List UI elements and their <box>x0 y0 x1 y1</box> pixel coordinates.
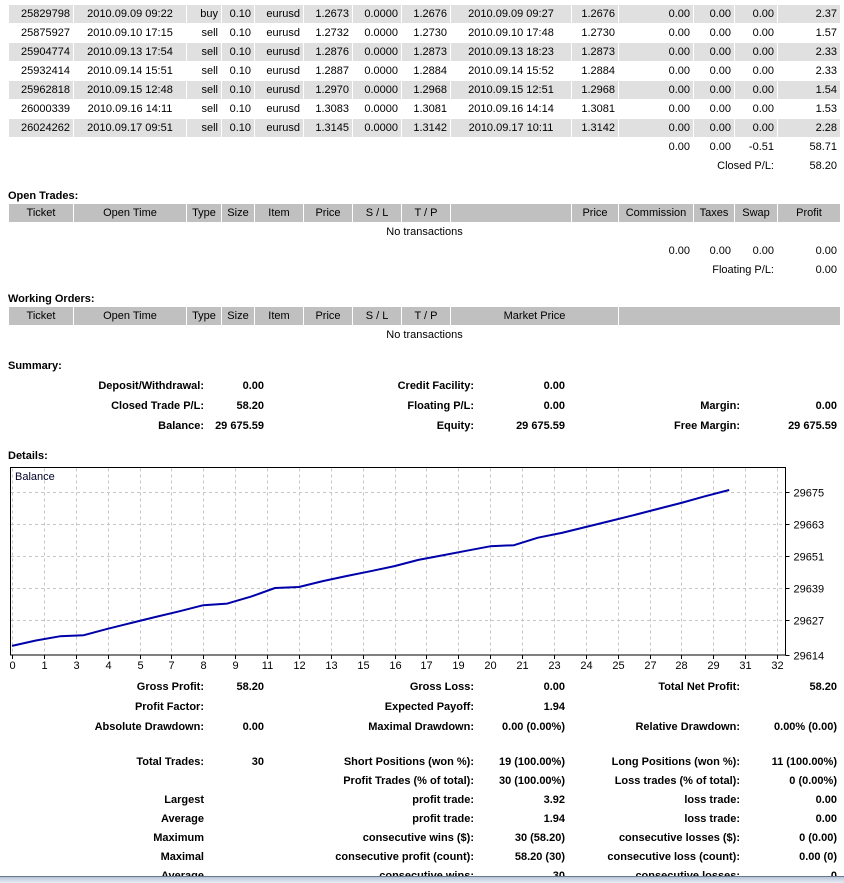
svg-text:11: 11 <box>261 660 274 672</box>
cell: sell <box>201 103 218 115</box>
svg-text:29614: 29614 <box>793 650 825 663</box>
cell: 1.2732 <box>315 27 349 39</box>
stat-value: 0.00 (0) <box>799 850 837 863</box>
balance-chart-svg <box>8 465 838 673</box>
stat-value: 58.20 (30) <box>514 850 565 863</box>
stat-label: Maximal Drawdown: <box>368 721 474 733</box>
stat-value: 1.94 <box>543 701 565 713</box>
svg-text:12: 12 <box>293 660 306 672</box>
cell: 2010.09.17 10:11 <box>451 119 571 137</box>
table-row[interactable] <box>9 24 840 42</box>
col-header-size: Size <box>222 307 254 325</box>
stat-value: 3.92 <box>543 793 565 806</box>
stat-value: 0.00 <box>543 681 565 693</box>
stat-label: Long Positions (won %): <box>611 755 740 768</box>
cell: 0.00 <box>668 103 690 115</box>
svg-text:29: 29 <box>707 660 720 672</box>
table-row[interactable] <box>9 5 840 23</box>
cell: 2.37 <box>778 5 840 23</box>
cell: sell <box>201 65 218 77</box>
working-orders-section-label: Working Orders: <box>8 293 95 305</box>
stat-value: 1.94 <box>543 812 565 825</box>
cell: 1.57 <box>815 27 837 39</box>
closed-pl-label: Closed P/L: <box>717 160 774 172</box>
stat-label: Gross Profit: <box>136 681 204 693</box>
col-header-open-time: Open Time <box>74 307 186 325</box>
cell: 1.3142 <box>572 119 618 137</box>
details-section-label: Details: <box>8 450 48 462</box>
total-taxes: 0.00 <box>709 141 731 153</box>
total-commission: 0.00 <box>668 141 690 153</box>
col-header-price: Price <box>304 204 352 222</box>
summary-value: 0.00 <box>543 380 565 392</box>
cell: 2010.09.16 14:11 <box>87 103 173 115</box>
cell: 1.3081 <box>581 103 615 115</box>
stat-value: 0.00 <box>815 812 837 825</box>
cell: 2010.09.13 18:23 <box>451 43 571 61</box>
stat-label: Largest <box>164 793 204 806</box>
cell: 0.00 <box>619 81 693 99</box>
stat-value: 0.00 <box>815 793 837 806</box>
cell: 0.00 <box>735 81 777 99</box>
svg-text:19: 19 <box>452 660 465 672</box>
cell: 25962818 <box>9 81 73 99</box>
stat-label: profit trade: <box>412 812 474 825</box>
summary-value: 0.00 <box>242 380 264 392</box>
summary-value: 29 675.59 <box>215 420 264 432</box>
stat-label: consecutive profit (count): <box>335 850 474 863</box>
cell: 2010.09.10 17:48 <box>468 27 554 39</box>
svg-text:32: 32 <box>771 660 784 672</box>
cell: 0.0000 <box>364 27 398 39</box>
statistics-section <box>8 677 844 883</box>
svg-text:16: 16 <box>389 660 402 672</box>
table-row[interactable] <box>9 43 840 61</box>
summary-label: Deposit/Withdrawal: <box>98 380 204 392</box>
open-trades-empty-row <box>9 223 840 241</box>
cell: 2010.09.15 12:48 <box>74 81 186 99</box>
summary-label: Credit Facility: <box>397 380 474 392</box>
spacer-cell <box>9 157 618 175</box>
stat-value: 11 (100.00%) <box>771 755 837 768</box>
col-header-type: Type <box>187 204 221 222</box>
cell: 2010.09.17 09:51 <box>74 119 186 137</box>
total-profit: 58.71 <box>809 141 837 153</box>
summary-value: 58.20 <box>236 400 264 412</box>
cell: sell <box>201 27 218 39</box>
svg-text:17: 17 <box>420 660 433 672</box>
cell: 1.2873 <box>402 43 450 61</box>
cell: 1.54 <box>778 81 840 99</box>
cell: 0.00 <box>694 43 734 61</box>
open-total-taxes: 0.00 <box>709 245 731 257</box>
summary-label: Margin: <box>700 400 740 412</box>
cell: 1.2873 <box>572 43 618 61</box>
summary-label: Floating P/L: <box>407 400 474 412</box>
cell: 0.10 <box>222 5 254 23</box>
stat-value: 0.00 <box>242 721 264 733</box>
svg-text:3: 3 <box>73 660 80 672</box>
svg-text:29639: 29639 <box>793 583 825 596</box>
cell: 1.2676 <box>572 5 618 23</box>
table-row[interactable] <box>9 100 840 118</box>
cell: 2010.09.16 14:14 <box>468 103 554 115</box>
cell: 2010.09.13 17:54 <box>74 43 186 61</box>
cell: 0.00 <box>668 27 690 39</box>
cell: 0.00 <box>735 5 777 23</box>
cell: 1.3081 <box>413 103 447 115</box>
svg-text:20: 20 <box>484 660 497 672</box>
cell: 25875927 <box>21 27 70 39</box>
cell: 1.53 <box>815 103 837 115</box>
stat-label: Maximal <box>160 850 204 863</box>
cell: eurusd <box>266 65 300 77</box>
stat-label: Gross Loss: <box>409 681 474 693</box>
col-header-blank <box>451 204 571 222</box>
cell: 0.00 <box>752 27 774 39</box>
stat-value: 58.20 <box>236 681 264 693</box>
cell: 0.00 <box>619 43 693 61</box>
cell: 0.10 <box>222 81 254 99</box>
spacer-cell <box>9 261 618 279</box>
cell: 2010.09.10 17:15 <box>87 27 173 39</box>
cell: 26024262 <box>9 119 73 137</box>
cell: 1.2676 <box>402 5 450 23</box>
svg-text:Balance: Balance <box>15 471 55 483</box>
no-transactions-text: No transactions <box>386 226 463 238</box>
cell: 1.3145 <box>304 119 352 137</box>
stat-value: 30 <box>251 755 264 768</box>
stats-group <box>8 752 844 883</box>
stat-label: Total Net Profit: <box>658 681 740 693</box>
svg-text:15: 15 <box>357 660 370 672</box>
open-trades-header-row <box>9 204 840 222</box>
closed-trades-table <box>8 4 841 176</box>
open-totals-row <box>9 242 840 260</box>
stat-label: Relative Drawdown: <box>635 721 740 733</box>
cell: 0.0000 <box>364 65 398 77</box>
stat-value: 58.20 <box>809 681 837 693</box>
summary-value: 29 675.59 <box>788 420 837 432</box>
stat-label: Absolute Drawdown: <box>94 721 204 733</box>
cell: 0.10 <box>229 65 251 77</box>
stat-label: loss trade: <box>684 812 740 825</box>
cell: buy <box>187 5 221 23</box>
floating-pl-row <box>9 261 840 279</box>
floating-pl-label: Floating P/L: <box>712 264 774 276</box>
col-header-item: Item <box>255 307 303 325</box>
cell: 0.10 <box>229 27 251 39</box>
cell: 1.2970 <box>304 81 352 99</box>
col-header-blank <box>619 307 840 325</box>
col-header-ticket: Ticket <box>9 204 73 222</box>
working-orders-header-row <box>9 307 840 325</box>
svg-text:25: 25 <box>612 660 625 672</box>
cell: 0.0000 <box>353 5 401 23</box>
stat-value: 0.00 (0.00%) <box>502 721 565 733</box>
cell: 2010.09.15 12:51 <box>451 81 571 99</box>
svg-text:29663: 29663 <box>793 519 825 532</box>
col-header-profit: Profit <box>778 204 840 222</box>
cell: sell <box>187 43 221 61</box>
table-row[interactable] <box>9 81 840 99</box>
cell: 1.2884 <box>413 65 447 77</box>
col-header-taxes: Taxes <box>694 204 734 222</box>
table-row[interactable] <box>9 62 840 80</box>
stat-value: 0.00% (0.00) <box>774 721 837 733</box>
stat-label: Total Trades: <box>136 755 204 768</box>
svg-text:7: 7 <box>168 660 175 672</box>
col-header-sl: S / L <box>353 204 401 222</box>
cell: 0.00 <box>694 119 734 137</box>
floating-pl-value: 0.00 <box>815 264 837 276</box>
summary-value: 0.00 <box>543 400 565 412</box>
cell: 1.2968 <box>572 81 618 99</box>
cell: eurusd <box>266 103 300 115</box>
closed-totals-row <box>9 138 840 156</box>
stat-value: 0 (0.00) <box>799 831 837 844</box>
stats-group <box>8 677 844 737</box>
no-transactions-text: No transactions <box>386 329 463 341</box>
cell: eurusd <box>255 5 303 23</box>
stats-gap <box>8 737 844 749</box>
cell: 0.00 <box>668 65 690 77</box>
cell: 0.10 <box>229 103 251 115</box>
balance-chart <box>8 465 844 673</box>
cell: 2.28 <box>778 119 840 137</box>
open-total-profit: 0.00 <box>815 245 837 257</box>
cell: 1.2887 <box>315 65 349 77</box>
summary-value: 0.00 <box>815 400 837 412</box>
stat-label: Short Positions (won %): <box>343 755 474 768</box>
svg-text:28: 28 <box>675 660 688 672</box>
stat-value: 0 (0.00%) <box>789 774 837 787</box>
stat-label: Profit Factor: <box>134 701 204 713</box>
cell: sell <box>187 119 221 137</box>
col-header-open-time: Open Time <box>74 204 186 222</box>
summary-label: Equity: <box>436 420 474 432</box>
stat-label: consecutive losses ($): <box>618 831 740 844</box>
working-orders-table <box>8 306 841 345</box>
cell: 0.00 <box>694 81 734 99</box>
cell: 0.00 <box>709 65 731 77</box>
svg-text:29675: 29675 <box>793 487 825 500</box>
cell: 0.10 <box>222 119 254 137</box>
cell: 26000339 <box>21 103 70 115</box>
cell: 1.2730 <box>581 27 615 39</box>
open-total-swap: 0.00 <box>752 245 774 257</box>
cell: 0.00 <box>709 27 731 39</box>
col-header-item: Item <box>255 204 303 222</box>
window-edge-bar <box>0 876 844 883</box>
summary-label: Free Margin: <box>673 420 740 432</box>
cell: 0.0000 <box>353 119 401 137</box>
stat-value: 30 (100.00%) <box>498 774 565 787</box>
cell: 0.00 <box>735 43 777 61</box>
cell: 0.00 <box>752 103 774 115</box>
svg-text:29627: 29627 <box>793 615 825 628</box>
spacer-cell <box>9 242 618 260</box>
svg-text:13: 13 <box>325 660 338 672</box>
cell: 2.33 <box>815 65 837 77</box>
summary-grid <box>8 376 844 436</box>
cell: eurusd <box>255 81 303 99</box>
svg-text:4: 4 <box>105 660 112 672</box>
summary-value: 29 675.59 <box>516 420 565 432</box>
cell: 0.00 <box>709 103 731 115</box>
cell: 2010.09.09 09:22 <box>74 5 186 23</box>
col-header-size: Size <box>222 204 254 222</box>
svg-text:5: 5 <box>137 660 144 672</box>
open-trades-table <box>8 203 841 280</box>
cell: 0.0000 <box>353 43 401 61</box>
svg-text:24: 24 <box>580 660 593 672</box>
svg-text:8: 8 <box>200 660 207 672</box>
svg-text:31: 31 <box>739 660 752 672</box>
svg-text:27: 27 <box>644 660 657 672</box>
stat-label: consecutive wins ($): <box>362 831 474 844</box>
cell: 2010.09.09 09:27 <box>451 5 571 23</box>
svg-text:21: 21 <box>516 660 529 672</box>
summary-label: Closed Trade P/L: <box>111 400 204 412</box>
stat-value: 30 (58.20) <box>514 831 565 844</box>
closed-trades-body <box>9 5 840 137</box>
stat-label: Maximum <box>153 831 204 844</box>
svg-text:0: 0 <box>9 660 16 672</box>
cell: 2.33 <box>778 43 840 61</box>
stat-label: Profit Trades (% of total): <box>343 774 474 787</box>
cell: 1.3083 <box>315 103 349 115</box>
stat-label: profit trade: <box>412 793 474 806</box>
col-header-price: Price <box>304 307 352 325</box>
cell: sell <box>187 81 221 99</box>
open-total-commission: 0.00 <box>668 245 690 257</box>
cell: eurusd <box>266 27 300 39</box>
total-swap: -0.51 <box>748 141 774 153</box>
cell: 1.2730 <box>413 27 447 39</box>
summary-label: Balance: <box>158 420 204 432</box>
spacer-cell <box>9 138 618 156</box>
cell: 1.2968 <box>402 81 450 99</box>
col-header-type: Type <box>187 307 221 325</box>
stat-label: Loss trades (% of total): <box>614 774 740 787</box>
stat-label: Expected Payoff: <box>384 701 474 713</box>
cell: 25829798 <box>9 5 73 23</box>
col-header-swap: Swap <box>735 204 777 222</box>
cell: 0.00 <box>735 119 777 137</box>
cell: 0.0000 <box>364 103 398 115</box>
cell: 0.0000 <box>353 81 401 99</box>
cell: 1.3142 <box>402 119 450 137</box>
closed-pl-value: 58.20 <box>809 160 837 172</box>
col-header-sl: S / L <box>353 307 401 325</box>
cell: 0.00 <box>752 65 774 77</box>
col-header-close-price: Price <box>572 204 618 222</box>
stat-value: 19 (100.00%) <box>498 755 565 768</box>
col-header-ticket: Ticket <box>9 307 73 325</box>
cell: 0.00 <box>694 5 734 23</box>
col-header-tp: T / P <box>402 307 450 325</box>
cell: 2010.09.14 15:52 <box>468 65 554 77</box>
svg-text:9: 9 <box>232 660 239 672</box>
svg-text:23: 23 <box>548 660 561 672</box>
stat-label: consecutive loss (count): <box>607 850 740 863</box>
col-header-market-price: Market Price <box>451 307 618 325</box>
stat-label: Average <box>160 812 204 825</box>
closed-pl-row <box>9 157 840 175</box>
stat-label: loss trade: <box>684 793 740 806</box>
open-trades-section-label: Open Trades: <box>8 190 79 202</box>
table-row[interactable] <box>9 119 840 137</box>
cell: 25904774 <box>9 43 73 61</box>
cell: eurusd <box>255 43 303 61</box>
cell: 1.2876 <box>304 43 352 61</box>
cell: 0.00 <box>619 5 693 23</box>
cell: 0.10 <box>222 43 254 61</box>
cell: 0.00 <box>619 119 693 137</box>
svg-text:1: 1 <box>41 660 48 672</box>
summary-section-label: Summary: <box>8 360 62 372</box>
cell: eurusd <box>255 119 303 137</box>
svg-text:29651: 29651 <box>793 551 825 564</box>
cell: 25932414 <box>21 65 70 77</box>
cell: 1.2884 <box>581 65 615 77</box>
cell: 1.2673 <box>304 5 352 23</box>
cell: 2010.09.14 15:51 <box>87 65 173 77</box>
col-header-tp: T / P <box>402 204 450 222</box>
col-header-commission: Commission <box>619 204 693 222</box>
working-orders-empty-row <box>9 326 840 344</box>
